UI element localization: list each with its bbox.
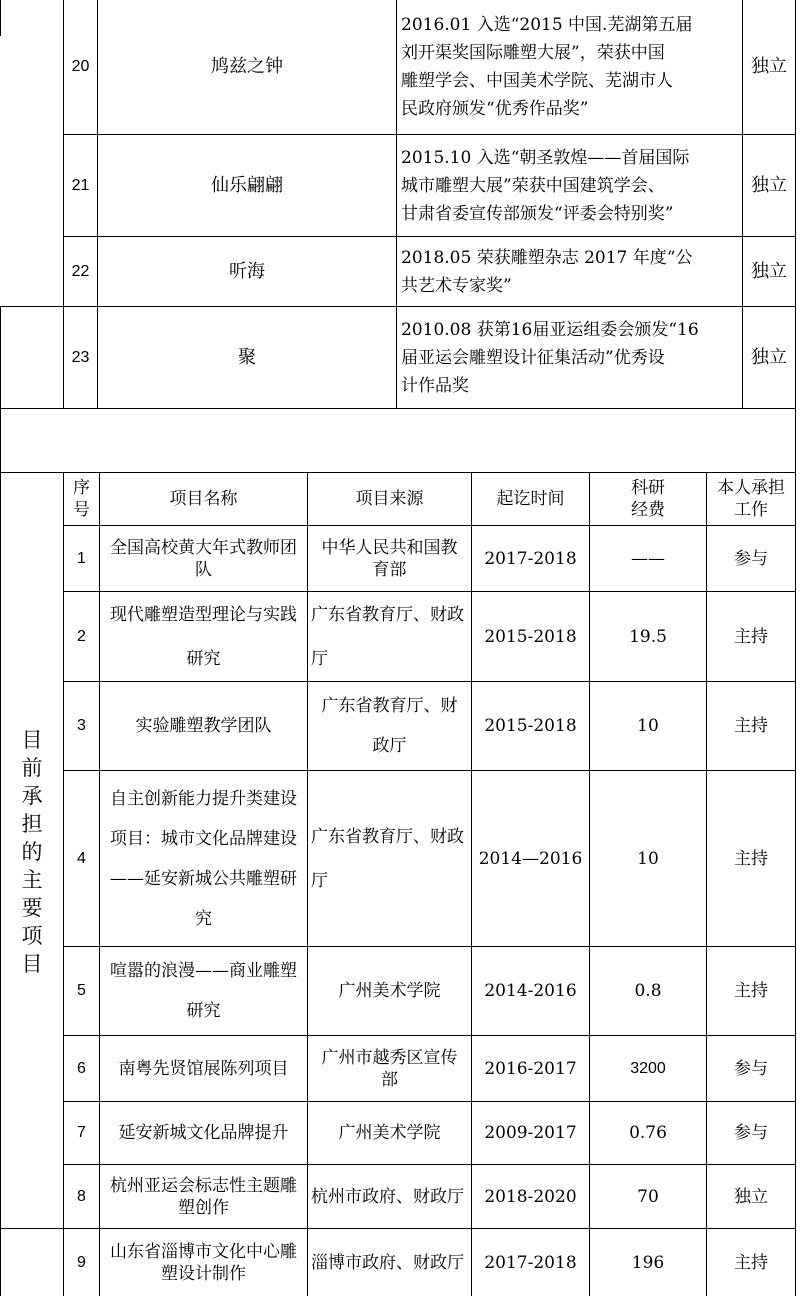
project-period: 2017-2018 [484,1252,577,1273]
project-period: 2017-2018 [484,548,577,569]
project-name: 杭州亚运会标志性主题雕塑创作 [110,1175,297,1218]
award-row-no: 20 [71,58,90,75]
project-name: 现代雕塑造型理论与实践研究 [110,604,297,669]
project-role: 主持 [734,981,768,1001]
project-no: 3 [77,717,86,734]
project-no: 1 [77,549,86,567]
project-name: 山东省淄博市文化中心雕塑设计制作 [110,1241,297,1284]
project-role: 主持 [734,848,768,869]
project-source: 广州市越秀区宣传部 [321,1047,458,1090]
award-row-description: 2016.01 入选“2015 中国.芜湖第五届 刘开渠奖国际雕塑大展”，荣获中国 雕塑学会、中国美术学院、芜湖市人 民政府颁发“优秀作品奖” [401,15,693,119]
header-role: 本人承担工作 [717,478,785,520]
award-row-description: 2015.10 入选“朝圣敦煌——首届国际 城市雕塑大展”荣获中国建筑学会、 甘肃省委宣传部颁发“评委会特别奖” [401,147,690,224]
project-role: 独立 [734,1186,768,1207]
project-source: 广东省教育厅、财政厅 [311,826,464,891]
project-funds: —— [631,548,665,569]
project-period: 2009-2017 [484,1123,577,1143]
project-role: 参与 [734,1123,768,1143]
project-name: 实验雕塑教学团队 [135,716,272,736]
project-source: 广州美术学院 [338,1123,441,1143]
project-funds: 10 [637,716,659,736]
project-funds: 3200 [630,1059,666,1077]
project-source: 杭州市政府、财政厅 [311,1186,464,1207]
project-no: 9 [77,1253,86,1271]
award-row-title: 仙乐翩翩 [211,174,283,196]
project-period: 2018-2020 [484,1186,577,1207]
award-row-no: 23 [71,348,90,366]
project-source: 广州美术学院 [338,981,441,1001]
award-row-type: 独立 [751,56,787,77]
award-row-no: 21 [71,176,90,194]
project-funds: 19.5 [629,626,667,647]
project-source: 淄博市政府、财政厅 [311,1252,464,1273]
award-row-description: 2018.05 荣获雕塑杂志 2017 年度“公 共艺术专家奖” [401,247,693,296]
header-project-source: 项目来源 [355,489,424,509]
project-name: 自主创新能力提升类建设项目：城市文化品牌建设——延安新城公共雕塑研究 [110,788,297,929]
award-row-description: 2010.08 获第16届亚运组委会颁发“16 届亚运会雕塑设计征集活动”优秀设 计作品奖 [401,319,699,396]
project-name: 延安新城文化品牌提升 [118,1123,289,1143]
project-source: 中华人民共和国教育部 [321,537,458,580]
project-funds: 70 [637,1186,659,1207]
project-funds: 10 [637,848,659,869]
project-role: 参与 [734,1058,768,1079]
project-role: 主持 [734,626,768,647]
project-period: 2014—2016 [478,848,583,869]
section-label: 目前承担的主要项目 [21,728,43,976]
project-no: 6 [77,1059,86,1077]
project-role: 主持 [734,716,768,736]
project-no: 8 [77,1187,86,1205]
award-row-title: 鸠兹之钟 [211,56,283,77]
project-source: 广东省教育厅、财政厅 [311,604,464,669]
project-source: 广东省教育厅、财政厅 [321,696,458,756]
project-name: 全国高校黄大年式教师团队 [110,537,297,580]
award-row-no: 22 [71,262,90,280]
project-name: 南粤先贤馆展陈列项目 [118,1058,289,1079]
project-period: 2015-2018 [484,716,577,736]
project-role: 参与 [734,548,768,569]
project-role: 主持 [734,1252,768,1273]
project-period: 2016-2017 [484,1058,577,1079]
project-no: 4 [77,849,86,867]
project-no: 2 [77,627,86,645]
header-funds: 科研经费 [631,478,665,520]
project-no: 5 [77,982,86,999]
header-no: 序号 [73,478,90,520]
award-row-type: 独立 [751,346,787,368]
award-row-title: 聚 [238,346,256,368]
award-row-title: 听海 [229,260,265,282]
header-project-name: 项目名称 [169,489,238,509]
award-row-type: 独立 [751,260,787,282]
project-name: 喧嚣的浪漫——商业雕塑研究 [110,961,297,1021]
project-no: 7 [77,1124,86,1141]
header-period: 起讫时间 [496,489,565,509]
award-row-type: 独立 [751,174,787,196]
project-period: 2015-2018 [484,626,577,647]
project-funds: 196 [631,1252,665,1273]
project-funds: 0.76 [629,1123,667,1143]
project-funds: 0.8 [634,981,662,1001]
project-period: 2014-2016 [484,981,577,1001]
